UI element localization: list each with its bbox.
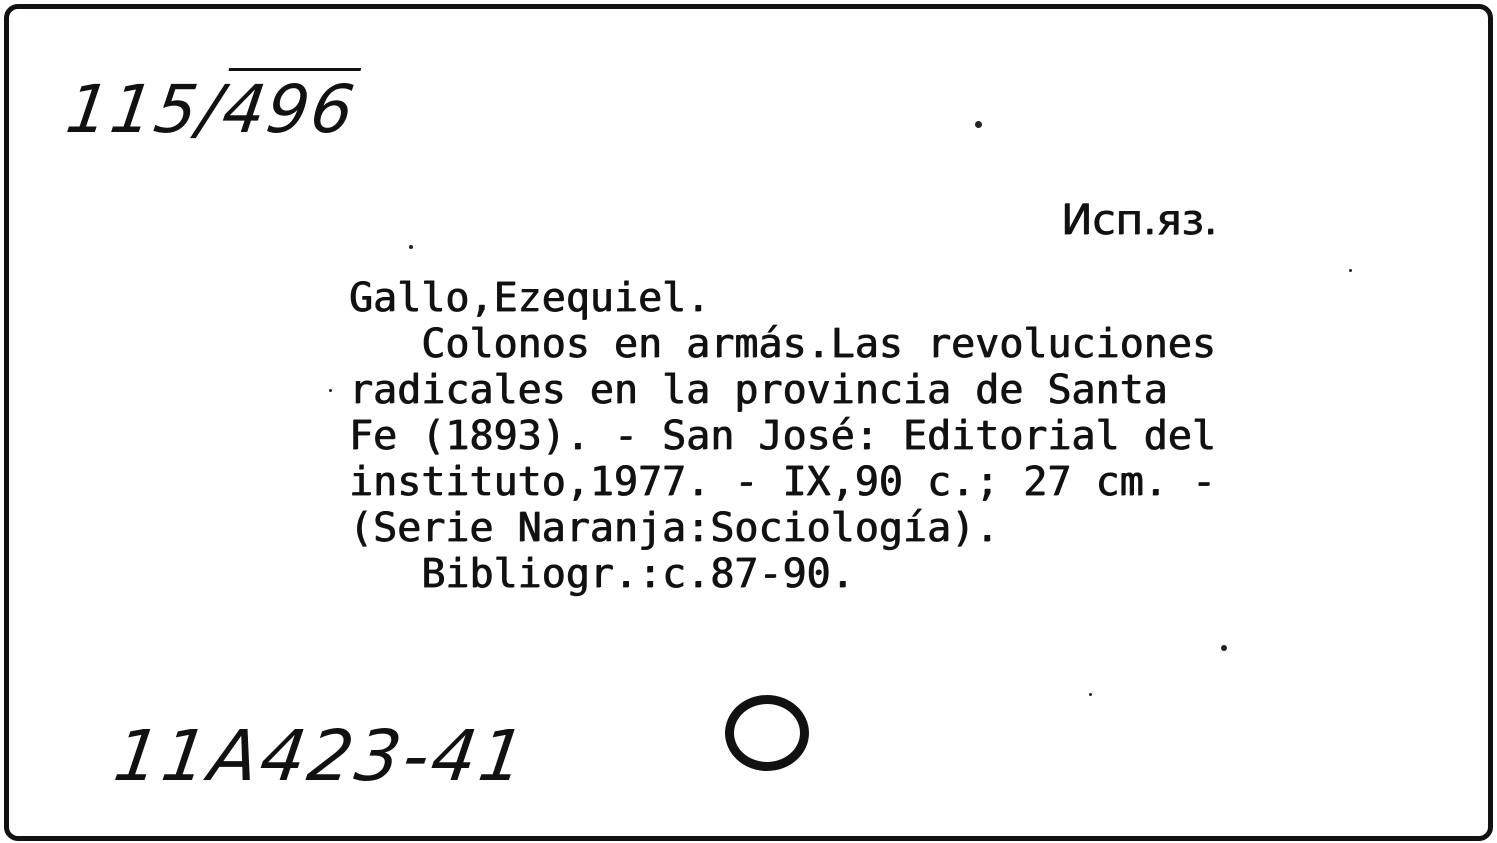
title-line: Fe (1893). - San José: Editorial del — [349, 413, 1216, 459]
catalog-card — [4, 4, 1493, 841]
scan-speck — [1089, 693, 1092, 696]
series-line: (Serie Naranja:Sociología). — [349, 505, 1000, 551]
punch-hole — [725, 695, 809, 771]
title-line: Colonos en armás.Las revoluciones — [349, 321, 1216, 367]
scan-speck — [409, 245, 413, 249]
shelf-mark-handwritten: 11A423-41 — [109, 715, 533, 797]
scan-speck — [1221, 645, 1227, 651]
call-number-overlined: 496 — [217, 71, 361, 148]
bibliographic-record — [349, 275, 1216, 597]
title-line: instituto,1977. - IX,90 c.; 27 cm. - — [349, 459, 1216, 505]
scan-speck — [975, 121, 982, 128]
scan-speck — [1349, 269, 1352, 272]
note-line: Bibliogr.:c.87-90. — [349, 551, 855, 597]
call-number-handwritten — [62, 71, 361, 148]
language-mark: Исп.яз. — [1061, 195, 1218, 244]
call-number-prefix: 115/ — [61, 71, 229, 148]
author-line: Gallo,Ezequiel. — [349, 275, 711, 321]
scan-speck — [329, 389, 332, 392]
title-line: radicales en la provincia de Santa — [349, 367, 1168, 413]
